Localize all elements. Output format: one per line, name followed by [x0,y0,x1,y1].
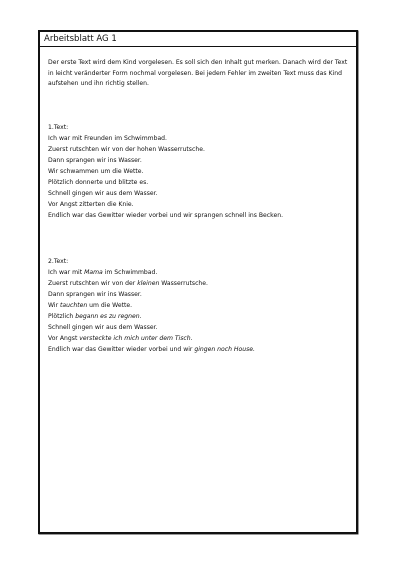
text-2-changed-segment: Mama [84,268,103,276]
text-2-block [48,256,350,355]
text-1-line: Ich war mit Freunden im Schwimmbad. [48,134,167,142]
worksheet-title: Arbeitsblatt AG 1 [44,34,117,44]
text-1-line: Plötzlich donnerte und blitzte es. [48,178,149,186]
text-2-segment: Plötzlich [48,312,76,320]
text-2-line [48,333,350,344]
text-2-changed-segment: gingen noch House. [194,345,255,353]
text-2-segment: im Schwimmbad. [102,268,158,276]
text-2-line [48,289,350,300]
text-2-segment: Schnell gingen wir aus dem Wasser. [48,323,158,331]
worksheet-header [40,32,356,47]
text-1-block [48,122,350,221]
text-1-title: 1.Text: [48,123,69,131]
text-2-line [48,300,350,311]
text-2-segment: Wir [48,301,61,309]
text-1-line: Schnell gingen wir aus dem Wasser. [48,189,158,197]
text-2-line [48,278,350,289]
text-2-line [48,344,350,355]
text-2-segment: Wasserrutsche. [159,279,208,287]
text-2-segment: Vor Angst [48,334,80,342]
text-2-segment: Ich war mit [48,268,85,276]
text-1-line: Zuerst rutschten wir von der hohen Wasserrutsche. [48,145,205,153]
text-2-segment: Endlich war das Gewitter wieder vorbei und wir [48,345,195,353]
text-2-line [48,322,350,333]
text-2-changed-segment: kleinen [137,279,160,287]
text-2-line [48,267,350,278]
worksheet-content [48,58,350,355]
text-2-segment: Dann sprangen wir ins Wasser. [48,290,142,298]
text-2-segment: Zuerst rutschten wir von der [48,279,138,287]
text-2-changed-segment: versteckte ich mich unter dem Tisch. [79,334,193,342]
text-2-changed-segment: tauchten [60,301,88,309]
text-1-line: Wir schwammen um die Wette. [48,167,144,175]
text-2-lines [48,267,350,355]
text-1-line: Endlich war das Gewitter wieder vorbei und wir sprangen schnell ins Becken. [48,211,284,219]
text-1-line: Dann sprangen wir ins Wasser. [48,156,142,164]
text-2-line [48,311,350,322]
text-2-title: 2.Text: [48,257,69,265]
intro-paragraph: Der erste Text wird dem Kind vorgelesen. Es soll sich den Inhalt gut merken. Danach wird der Text in leicht veränderter Form nochmal vorgelesen. Bei jedem Fehler im zweiten Text muss das Kind aufstehen und ihn richtig stellen. [48,59,348,87]
text-1-line: Vor Angst zitterten die Knie. [48,200,134,208]
text-2-changed-segment: begann es zu regnen. [75,312,142,320]
worksheet-frame [38,30,358,534]
text-2-segment: um die Wette. [87,301,133,309]
